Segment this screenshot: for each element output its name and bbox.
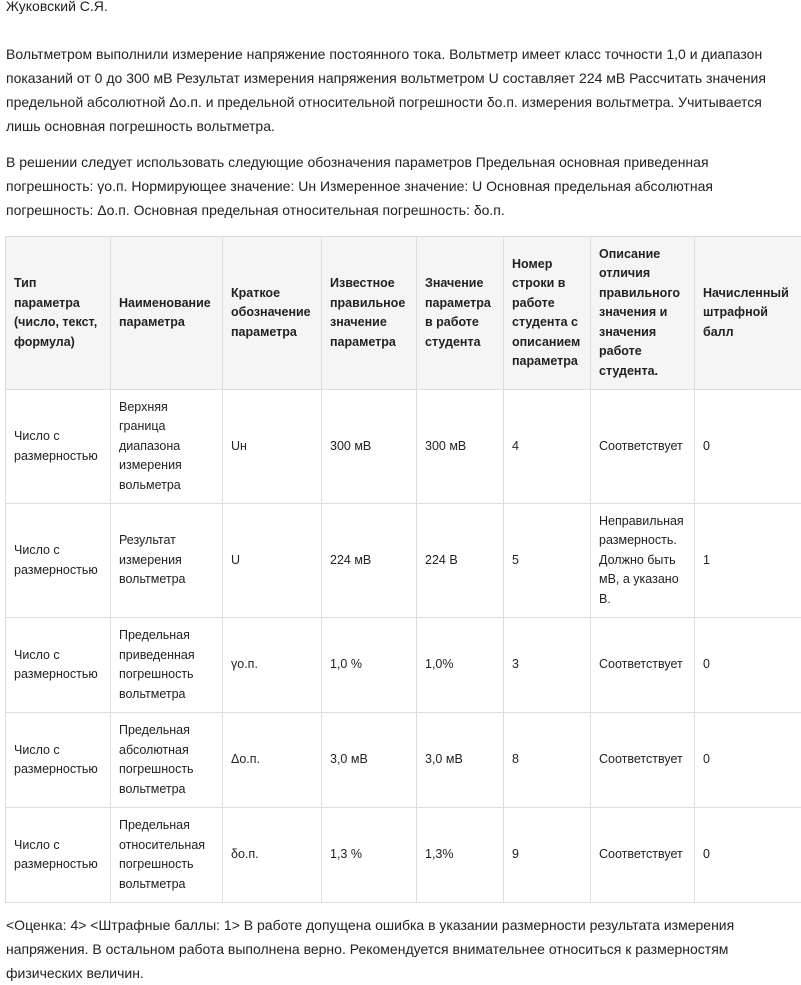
table-cell: 0 xyxy=(695,618,801,713)
table-cell: 0 xyxy=(695,390,801,504)
table-row xyxy=(6,504,801,618)
table-cell: 8 xyxy=(504,713,591,808)
table-cell: Число с размерностью xyxy=(6,504,111,618)
table-cell: 3,0 мВ xyxy=(322,713,417,808)
table-cell: 0 xyxy=(695,808,801,903)
table-cell: 224 В xyxy=(417,504,504,618)
table-cell: 1 xyxy=(695,504,801,618)
table-cell: U xyxy=(223,504,322,618)
table-cell: Число с размерностью xyxy=(6,390,111,504)
table-cell: δо.п. xyxy=(223,808,322,903)
table-cell: 4 xyxy=(504,390,591,504)
table-row xyxy=(6,390,801,504)
table-cell: Соответствует xyxy=(591,618,695,713)
table-cell: Число с размерностью xyxy=(6,808,111,903)
author-name: Жуковский С.Я. xyxy=(6,0,795,18)
table-cell: Число с размерностью xyxy=(6,618,111,713)
table-cell: Число с размерностью xyxy=(6,713,111,808)
table-cell: 300 мВ xyxy=(417,390,504,504)
table-cell: 3 xyxy=(504,618,591,713)
summary-text: <Оценка: 4> <Штрафные баллы: 1> В работе допущена ошибка в указании размерности результата измерения напряжения. В остальном работа выполнена верно. Рекомендуется внимательнее относиться к размерностям физических величин. xyxy=(6,913,795,985)
table-cell: 1,0% xyxy=(417,618,504,713)
table-cell: Δо.п. xyxy=(223,713,322,808)
column-header: Наименование параметра xyxy=(111,237,223,390)
column-header: Начисленный штрафной балл xyxy=(695,237,801,390)
table-cell: Предельная относительная погрешность вольтметра xyxy=(111,808,223,903)
table-cell: 224 мВ xyxy=(322,504,417,618)
table-cell: Предельная абсолютная погрешность вольтметра xyxy=(111,713,223,808)
table-cell: 3,0 мВ xyxy=(417,713,504,808)
table-cell: 5 xyxy=(504,504,591,618)
table-header-row xyxy=(6,237,801,390)
notation-text: В решении следует использовать следующие обозначения параметров Предельная основная приведенная погрешность: γо.п. Нормирующее значение: Uн Измеренное значение: U Основная предельная абсолютная погрешность: Δо.п. Основная предельная относительная погрешность: δо.п. xyxy=(6,150,795,222)
table-cell: Верхняя граница диапазона измерения вольметра xyxy=(111,390,223,504)
table-cell: 1,3% xyxy=(417,808,504,903)
column-header: Номер строки в работе студента с описанием параметра xyxy=(504,237,591,390)
table-cell: Соответствует xyxy=(591,808,695,903)
table-cell: Неправильная размерность. Должно быть мВ, а указано В. xyxy=(591,504,695,618)
column-header: Тип параметра (число, текст, формула) xyxy=(6,237,111,390)
table-cell: 300 мВ xyxy=(322,390,417,504)
table-cell: Соответствует xyxy=(591,390,695,504)
table-cell: Предельная приведенная погрешность вольтметра xyxy=(111,618,223,713)
grading-table xyxy=(5,236,801,903)
table-cell: 1,3 % xyxy=(322,808,417,903)
column-header: Значение параметра в работе студента xyxy=(417,237,504,390)
table-row xyxy=(6,618,801,713)
column-header: Описание отличия правильного значения и значения работе студента. xyxy=(591,237,695,390)
table-cell: 0 xyxy=(695,713,801,808)
table-cell: 1,0 % xyxy=(322,618,417,713)
column-header: Краткое обозначение параметра xyxy=(223,237,322,390)
table-cell: γо.п. xyxy=(223,618,322,713)
table-cell: 9 xyxy=(504,808,591,903)
task-text: Вольтметром выполнили измерение напряжение постоянного тока. Вольтметр имеет класс точности 1,0 и диапазон показаний от 0 до 300 мВ Результат измерения напряжения вольтметром U составляет 224 мВ Рассчитать значения предельной абсолютной Δо.п. и предельной относительной погрешности δо.п. измерения вольтметра. Учитывается лишь основная погрешность вольтметра. xyxy=(6,42,795,138)
table-cell: Результат измерения вольтметра xyxy=(111,504,223,618)
table-row xyxy=(6,808,801,903)
table-cell: Соответствует xyxy=(591,713,695,808)
table-row xyxy=(6,713,801,808)
table-cell: Uн xyxy=(223,390,322,504)
column-header: Известное правильное значение параметра xyxy=(322,237,417,390)
